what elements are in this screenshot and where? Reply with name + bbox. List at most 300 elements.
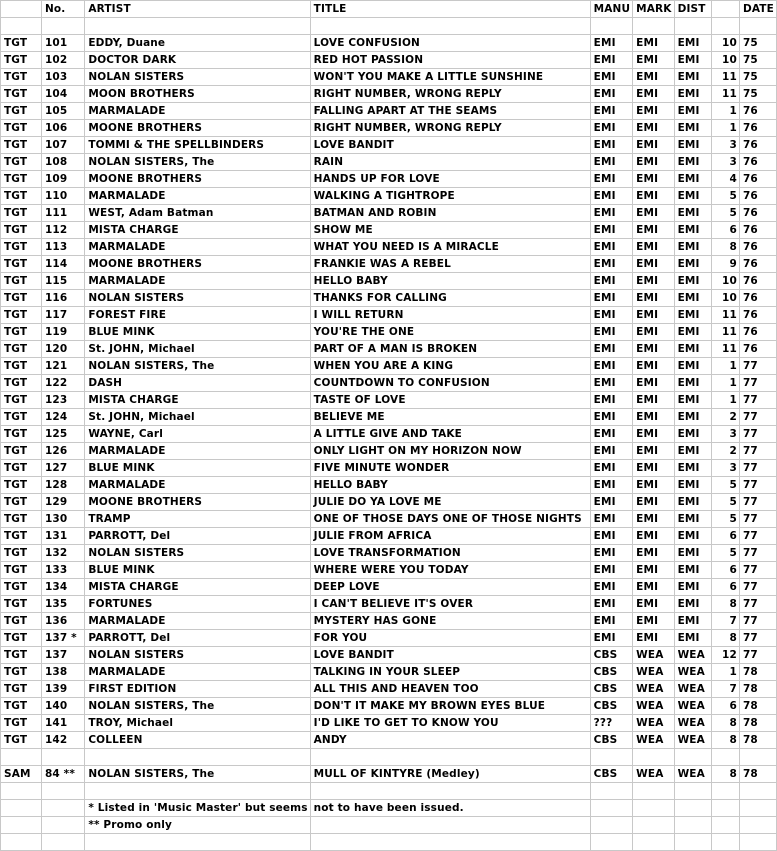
mark-cell: EMI: [633, 103, 674, 120]
title-cell: HANDS UP FOR LOVE: [310, 171, 590, 188]
title-cell: FIVE MINUTE WONDER: [310, 460, 590, 477]
month-cell: 1: [711, 664, 739, 681]
artist-cell: PARROTT, Del: [85, 528, 310, 545]
table-row: [1, 205, 777, 222]
month-cell: 5: [711, 205, 739, 222]
year-cell: 76: [739, 341, 776, 358]
year-cell: 76: [739, 154, 776, 171]
manu-cell: EMI: [590, 324, 633, 341]
title-cell: WON'T YOU MAKE A LITTLE SUNSHINE: [310, 69, 590, 86]
year-cell: 77: [739, 528, 776, 545]
manu-cell: EMI: [590, 494, 633, 511]
artist-cell: PARROTT, Del: [85, 630, 310, 647]
dist-cell: EMI: [674, 154, 711, 171]
artist-cell: TROY, Michael: [85, 715, 310, 732]
dist-cell: WEA: [674, 698, 711, 715]
manu-cell: [590, 783, 633, 800]
dist-cell: EMI: [674, 52, 711, 69]
label-cell: TGT: [1, 596, 42, 613]
header-mark: MARK: [633, 1, 674, 18]
number-cell: 103: [41, 69, 84, 86]
month-cell: 4: [711, 171, 739, 188]
month-cell: [711, 783, 739, 800]
table-row: [1, 307, 777, 324]
artist-cell: NOLAN SISTERS: [85, 647, 310, 664]
artist-cell: MOON BROTHERS: [85, 86, 310, 103]
artist-cell: MARMALADE: [85, 188, 310, 205]
manu-cell: CBS: [590, 732, 633, 749]
year-cell: 75: [739, 35, 776, 52]
title-cell: COUNTDOWN TO CONFUSION: [310, 375, 590, 392]
dist-cell: [674, 783, 711, 800]
title-cell: LOVE CONFUSION: [310, 35, 590, 52]
table-row: [1, 188, 777, 205]
mark-cell: EMI: [633, 409, 674, 426]
mark-cell: EMI: [633, 341, 674, 358]
number-cell: 137: [41, 647, 84, 664]
dist-cell: EMI: [674, 188, 711, 205]
number-cell: 101: [41, 35, 84, 52]
footnote-row: [1, 800, 777, 817]
label-cell: TGT: [1, 375, 42, 392]
artist-cell: WAYNE, Carl: [85, 426, 310, 443]
month-cell: 6: [711, 222, 739, 239]
dist-cell: EMI: [674, 460, 711, 477]
label-cell: TGT: [1, 52, 42, 69]
table-row: [1, 409, 777, 426]
manu-cell: EMI: [590, 613, 633, 630]
manu-cell: EMI: [590, 630, 633, 647]
mark-cell: EMI: [633, 494, 674, 511]
title-cell: ALL THIS AND HEAVEN TOO: [310, 681, 590, 698]
year-cell: 76: [739, 222, 776, 239]
table-row: [1, 103, 777, 120]
artist-cell: [85, 18, 310, 35]
mark-cell: WEA: [633, 681, 674, 698]
artist-cell: NOLAN SISTERS: [85, 545, 310, 562]
manu-cell: EMI: [590, 239, 633, 256]
month-cell: 1: [711, 375, 739, 392]
manu-cell: EMI: [590, 596, 633, 613]
table-row: [1, 341, 777, 358]
artist-cell: MARMALADE: [85, 103, 310, 120]
number-cell: 131: [41, 528, 84, 545]
title-cell: YOU'RE THE ONE: [310, 324, 590, 341]
title-cell: LOVE TRANSFORMATION: [310, 545, 590, 562]
artist-cell: MISTA CHARGE: [85, 392, 310, 409]
table-row: [1, 426, 777, 443]
title-cell: [310, 18, 590, 35]
blank-row: [1, 18, 777, 35]
mark-cell: EMI: [633, 596, 674, 613]
title-cell: MULL OF KINTYRE (Medley): [310, 766, 590, 783]
number-cell: 130: [41, 511, 84, 528]
title-cell: TALKING IN YOUR SLEEP: [310, 664, 590, 681]
table-row: [1, 596, 777, 613]
mark-cell: WEA: [633, 664, 674, 681]
table-row: [1, 579, 777, 596]
artist-cell: MISTA CHARGE: [85, 579, 310, 596]
number-cell: 139: [41, 681, 84, 698]
manu-cell: EMI: [590, 579, 633, 596]
title-cell: I WILL RETURN: [310, 307, 590, 324]
month-cell: 6: [711, 698, 739, 715]
year-cell: 76: [739, 171, 776, 188]
title-cell: WHAT YOU NEED IS A MIRACLE: [310, 239, 590, 256]
dist-cell: EMI: [674, 171, 711, 188]
manu-cell: EMI: [590, 290, 633, 307]
artist-cell: NOLAN SISTERS: [85, 69, 310, 86]
mark-cell: EMI: [633, 35, 674, 52]
manu-cell: EMI: [590, 562, 633, 579]
artist-cell: NOLAN SISTERS, The: [85, 698, 310, 715]
dist-cell: EMI: [674, 426, 711, 443]
table-row: [1, 545, 777, 562]
mark-cell: EMI: [633, 137, 674, 154]
title-cell: WALKING A TIGHTROPE: [310, 188, 590, 205]
mark-cell: EMI: [633, 86, 674, 103]
label-cell: TGT: [1, 715, 42, 732]
year-cell: 78: [739, 664, 776, 681]
manu-cell: EMI: [590, 341, 633, 358]
label-cell: TGT: [1, 443, 42, 460]
table-row: [1, 766, 777, 783]
artist-cell: TOMMI & THE SPELLBINDERS: [85, 137, 310, 154]
dist-cell: EMI: [674, 341, 711, 358]
year-cell: 77: [739, 562, 776, 579]
mark-cell: EMI: [633, 562, 674, 579]
title-cell: [310, 749, 590, 766]
number-cell: 114: [41, 256, 84, 273]
mark-cell: EMI: [633, 443, 674, 460]
mark-cell: EMI: [633, 273, 674, 290]
title-cell: RED HOT PASSION: [310, 52, 590, 69]
month-cell: 3: [711, 426, 739, 443]
month-cell: 10: [711, 35, 739, 52]
dist-cell: EMI: [674, 35, 711, 52]
manu-cell: EMI: [590, 443, 633, 460]
label-cell: TGT: [1, 426, 42, 443]
artist-cell: TRAMP: [85, 511, 310, 528]
footnote-1a: * Listed in 'Music Master' but seems: [85, 800, 310, 817]
artist-cell: St. JOHN, Michael: [85, 409, 310, 426]
dist-cell: EMI: [674, 273, 711, 290]
dist-cell: WEA: [674, 647, 711, 664]
number-cell: 121: [41, 358, 84, 375]
table-row: [1, 715, 777, 732]
footnote-1b: not to have been issued.: [310, 800, 590, 817]
manu-cell: EMI: [590, 35, 633, 52]
month-cell: 5: [711, 188, 739, 205]
manu-cell: EMI: [590, 545, 633, 562]
number-cell: 122: [41, 375, 84, 392]
year-cell: 77: [739, 392, 776, 409]
year-cell: 78: [739, 715, 776, 732]
label-cell: TGT: [1, 494, 42, 511]
table-row: [1, 732, 777, 749]
manu-cell: EMI: [590, 52, 633, 69]
mark-cell: EMI: [633, 239, 674, 256]
manu-cell: EMI: [590, 375, 633, 392]
number-cell: 136: [41, 613, 84, 630]
title-cell: DEEP LOVE: [310, 579, 590, 596]
manu-cell: EMI: [590, 154, 633, 171]
table-row: [1, 222, 777, 239]
label-cell: SAM: [1, 766, 42, 783]
dist-cell: EMI: [674, 443, 711, 460]
title-cell: THANKS FOR CALLING: [310, 290, 590, 307]
artist-cell: [85, 783, 310, 800]
dist-cell: EMI: [674, 528, 711, 545]
artist-cell: DOCTOR DARK: [85, 52, 310, 69]
mark-cell: EMI: [633, 511, 674, 528]
title-cell: TASTE OF LOVE: [310, 392, 590, 409]
label-cell: TGT: [1, 324, 42, 341]
number-cell: 102: [41, 52, 84, 69]
dist-cell: EMI: [674, 409, 711, 426]
month-cell: 10: [711, 52, 739, 69]
year-cell: 75: [739, 69, 776, 86]
dist-cell: EMI: [674, 222, 711, 239]
table-row: [1, 613, 777, 630]
footnote-2: ** Promo only: [85, 817, 310, 834]
mark-cell: [633, 783, 674, 800]
mark-cell: WEA: [633, 715, 674, 732]
manu-cell: EMI: [590, 528, 633, 545]
month-cell: 10: [711, 273, 739, 290]
artist-cell: NOLAN SISTERS: [85, 290, 310, 307]
dist-cell: EMI: [674, 562, 711, 579]
title-cell: A LITTLE GIVE AND TAKE: [310, 426, 590, 443]
dist-cell: EMI: [674, 120, 711, 137]
dist-cell: WEA: [674, 664, 711, 681]
table-row: [1, 69, 777, 86]
dist-cell: [674, 18, 711, 35]
year-cell: 77: [739, 494, 776, 511]
label-cell: TGT: [1, 647, 42, 664]
dist-cell: EMI: [674, 494, 711, 511]
mark-cell: EMI: [633, 69, 674, 86]
title-cell: RIGHT NUMBER, WRONG REPLY: [310, 86, 590, 103]
dist-cell: WEA: [674, 681, 711, 698]
artist-cell: NOLAN SISTERS, The: [85, 766, 310, 783]
label-cell: TGT: [1, 477, 42, 494]
artist-cell: NOLAN SISTERS, The: [85, 358, 310, 375]
title-cell: HELLO BABY: [310, 273, 590, 290]
artist-cell: DASH: [85, 375, 310, 392]
table-row: [1, 273, 777, 290]
label-cell: TGT: [1, 664, 42, 681]
mark-cell: EMI: [633, 222, 674, 239]
dist-cell: EMI: [674, 86, 711, 103]
month-cell: 3: [711, 460, 739, 477]
mark-cell: EMI: [633, 630, 674, 647]
title-cell: WHERE WERE YOU TODAY: [310, 562, 590, 579]
manu-cell: EMI: [590, 69, 633, 86]
dist-cell: EMI: [674, 256, 711, 273]
month-cell: [711, 749, 739, 766]
mark-cell: [633, 749, 674, 766]
dist-cell: EMI: [674, 290, 711, 307]
artist-cell: COLLEEN: [85, 732, 310, 749]
number-cell: 134: [41, 579, 84, 596]
year-cell: 76: [739, 324, 776, 341]
table-body: [1, 1, 777, 800]
mark-cell: EMI: [633, 392, 674, 409]
table-row: [1, 375, 777, 392]
label-cell: TGT: [1, 511, 42, 528]
year-cell: 77: [739, 460, 776, 477]
month-cell: 12: [711, 647, 739, 664]
month-cell: 11: [711, 324, 739, 341]
mark-cell: EMI: [633, 579, 674, 596]
number-cell: 125: [41, 426, 84, 443]
month-cell: 1: [711, 392, 739, 409]
title-cell: WHEN YOU ARE A KING: [310, 358, 590, 375]
header-date: DATE: [739, 1, 776, 18]
header-manu: MANU: [590, 1, 633, 18]
number-cell: 133: [41, 562, 84, 579]
manu-cell: CBS: [590, 647, 633, 664]
table-row: [1, 443, 777, 460]
manu-cell: EMI: [590, 511, 633, 528]
title-cell: JULIE DO YA LOVE ME: [310, 494, 590, 511]
manu-cell: EMI: [590, 477, 633, 494]
mark-cell: EMI: [633, 613, 674, 630]
month-cell: 3: [711, 137, 739, 154]
month-cell: 8: [711, 596, 739, 613]
dist-cell: EMI: [674, 69, 711, 86]
manu-cell: EMI: [590, 358, 633, 375]
year-cell: 77: [739, 511, 776, 528]
title-cell: ONLY LIGHT ON MY HORIZON NOW: [310, 443, 590, 460]
title-cell: FALLING APART AT THE SEAMS: [310, 103, 590, 120]
manu-cell: EMI: [590, 273, 633, 290]
dist-cell: EMI: [674, 375, 711, 392]
year-cell: 76: [739, 120, 776, 137]
header-artist: ARTIST: [85, 1, 310, 18]
title-cell: LOVE BANDIT: [310, 137, 590, 154]
manu-cell: EMI: [590, 256, 633, 273]
header-no: No.: [41, 1, 84, 18]
label-cell: TGT: [1, 137, 42, 154]
artist-cell: WEST, Adam Batman: [85, 205, 310, 222]
year-cell: 77: [739, 358, 776, 375]
dist-cell: EMI: [674, 511, 711, 528]
number-cell: 120: [41, 341, 84, 358]
number-cell: 106: [41, 120, 84, 137]
label-cell: TGT: [1, 103, 42, 120]
mark-cell: WEA: [633, 698, 674, 715]
month-cell: 11: [711, 69, 739, 86]
manu-cell: EMI: [590, 460, 633, 477]
artist-cell: [85, 749, 310, 766]
table-row: [1, 137, 777, 154]
month-cell: 3: [711, 154, 739, 171]
blank-row: [1, 783, 777, 800]
number-cell: 107: [41, 137, 84, 154]
mark-cell: EMI: [633, 205, 674, 222]
month-cell: 6: [711, 579, 739, 596]
manu-cell: EMI: [590, 120, 633, 137]
month-cell: 7: [711, 681, 739, 698]
table-row: [1, 477, 777, 494]
label-cell: TGT: [1, 630, 42, 647]
year-cell: 77: [739, 409, 776, 426]
month-cell: 11: [711, 86, 739, 103]
number-cell: 119: [41, 324, 84, 341]
header-dist: DIST: [674, 1, 711, 18]
header-row: [1, 1, 777, 18]
manu-cell: CBS: [590, 681, 633, 698]
year-cell: 76: [739, 290, 776, 307]
table-row: [1, 511, 777, 528]
mark-cell: WEA: [633, 647, 674, 664]
month-cell: [711, 18, 739, 35]
label-cell: TGT: [1, 613, 42, 630]
number-cell: 129: [41, 494, 84, 511]
table-row: [1, 154, 777, 171]
number-cell: 84 **: [41, 766, 84, 783]
table-row: [1, 664, 777, 681]
label-cell: TGT: [1, 69, 42, 86]
artist-cell: MOONE BROTHERS: [85, 120, 310, 137]
artist-cell: FIRST EDITION: [85, 681, 310, 698]
mark-cell: EMI: [633, 120, 674, 137]
month-cell: 1: [711, 120, 739, 137]
table-row: [1, 647, 777, 664]
dist-cell: EMI: [674, 630, 711, 647]
number-cell: 141: [41, 715, 84, 732]
year-cell: 76: [739, 307, 776, 324]
label-cell: [1, 783, 42, 800]
year-cell: 78: [739, 681, 776, 698]
number-cell: 126: [41, 443, 84, 460]
artist-cell: EDDY, Duane: [85, 35, 310, 52]
dist-cell: EMI: [674, 596, 711, 613]
number-cell: 115: [41, 273, 84, 290]
manu-cell: EMI: [590, 103, 633, 120]
dist-cell: WEA: [674, 732, 711, 749]
year-cell: 77: [739, 630, 776, 647]
number-cell: 113: [41, 239, 84, 256]
number-cell: 116: [41, 290, 84, 307]
table-row: [1, 120, 777, 137]
label-cell: TGT: [1, 154, 42, 171]
number-cell: 110: [41, 188, 84, 205]
title-cell: DON'T IT MAKE MY BROWN EYES BLUE: [310, 698, 590, 715]
number-cell: 105: [41, 103, 84, 120]
table-row: [1, 290, 777, 307]
table-row: [1, 35, 777, 52]
month-cell: 5: [711, 494, 739, 511]
year-cell: [739, 749, 776, 766]
artist-cell: MOONE BROTHERS: [85, 256, 310, 273]
number-cell: 132: [41, 545, 84, 562]
year-cell: 76: [739, 188, 776, 205]
mark-cell: EMI: [633, 154, 674, 171]
label-cell: TGT: [1, 256, 42, 273]
artist-cell: MOONE BROTHERS: [85, 494, 310, 511]
label-cell: [1, 749, 42, 766]
manu-cell: EMI: [590, 222, 633, 239]
number-cell: 112: [41, 222, 84, 239]
year-cell: 77: [739, 545, 776, 562]
manu-cell: EMI: [590, 188, 633, 205]
label-cell: TGT: [1, 341, 42, 358]
year-cell: 76: [739, 273, 776, 290]
number-cell: 142: [41, 732, 84, 749]
